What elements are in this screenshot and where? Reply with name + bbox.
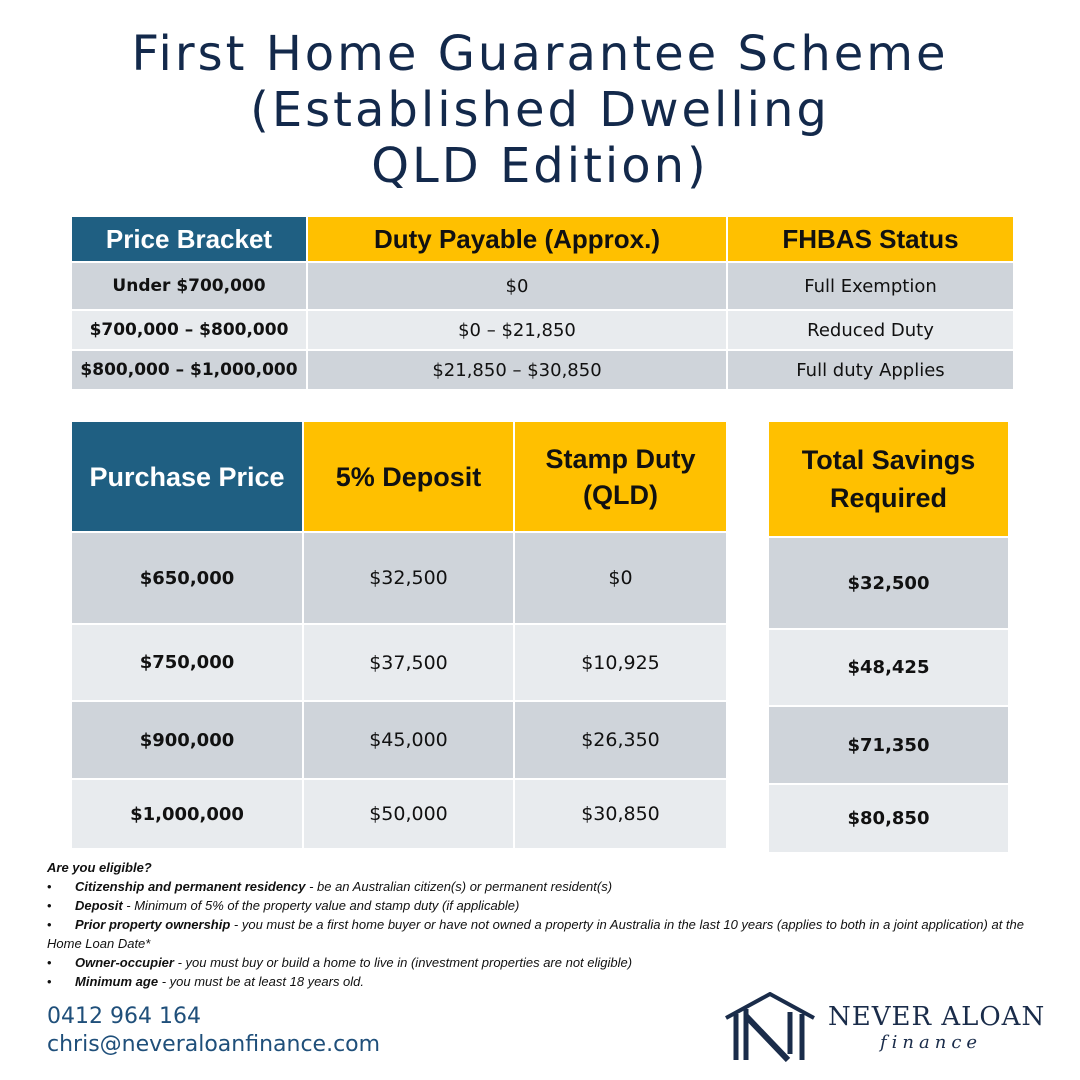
savings-cell: $71,350 — [769, 707, 1008, 785]
deposit-cell: $45,000 — [304, 702, 515, 780]
purchase-price-table — [72, 422, 726, 850]
price-bracket-table — [72, 217, 1013, 391]
header-purchase-price: Purchase Price — [72, 422, 304, 533]
stamp-duty-cell: $0 — [515, 533, 726, 625]
contact-block — [47, 1003, 380, 1059]
bullet-icon: • — [47, 974, 52, 989]
total-savings-table — [769, 422, 1008, 854]
list-item — [47, 915, 1037, 953]
header-price-bracket: Price Bracket — [72, 217, 308, 263]
table-row — [72, 702, 726, 780]
total-savings-label: Total Savings Required — [801, 445, 976, 513]
savings-cell: $80,850 — [769, 785, 1008, 854]
eligibility-heading: Are you eligible? — [47, 860, 152, 875]
stamp-duty-cell: $10,925 — [515, 625, 726, 702]
eligibility-term: Owner-occupier — [75, 955, 174, 970]
bracket-cell: Under $700,000 — [72, 263, 308, 311]
savings-cell: $48,425 — [769, 630, 1008, 707]
table-header-row — [72, 217, 1013, 263]
bracket-cell: $800,000 – $1,000,000 — [72, 351, 308, 391]
header-fhbas-status: FHBAS Status — [728, 217, 1013, 263]
eligibility-text: - you must be at least 18 years old. — [158, 974, 365, 989]
deposit-cell: $32,500 — [304, 533, 515, 625]
eligibility-term: Deposit — [75, 898, 123, 913]
title-line-2: (Established Dwelling — [250, 82, 830, 138]
status-cell: Reduced Duty — [728, 311, 1013, 351]
table-row — [72, 263, 1013, 311]
eligibility-text: - Minimum of 5% of the property value and stamp duty (if applicable) — [122, 898, 520, 913]
bracket-cell: $700,000 – $800,000 — [72, 311, 308, 351]
eligibility-text: - you must buy or build a home to live in (investment properties are not eligible) — [173, 955, 633, 970]
price-cell: $1,000,000 — [72, 780, 304, 850]
savings-cell: $32,500 — [769, 538, 1008, 630]
brand-subtitle: finance — [880, 1032, 983, 1053]
deposit-cell: $37,500 — [304, 625, 515, 702]
status-cell: Full duty Applies — [728, 351, 1013, 391]
status-cell: Full Exemption — [728, 263, 1013, 311]
bullet-icon: • — [47, 917, 52, 932]
page-title — [0, 26, 1080, 194]
stamp-duty-cell: $30,850 — [515, 780, 726, 850]
bullet-icon: • — [47, 955, 52, 970]
deposit-cell: $50,000 — [304, 780, 515, 850]
bullet-icon: • — [47, 879, 52, 894]
list-item — [47, 953, 1037, 972]
eligibility-term: Prior property ownership — [75, 917, 231, 932]
price-cell: $650,000 — [72, 533, 304, 625]
eligibility-text: - you must be a first home buyer or have not owned a property in Australia in the last 10 years (applies to both in a joint application) at the Home Loan Date* — [47, 917, 1024, 951]
header-deposit: 5% Deposit — [304, 422, 515, 533]
table-row — [72, 351, 1013, 391]
eligibility-section — [47, 858, 1037, 991]
eligibility-text: - be an Australian citizen(s) or permanent resident(s) — [305, 879, 613, 894]
price-cell: $900,000 — [72, 702, 304, 780]
table-row — [72, 625, 726, 702]
house-n-logo-icon — [724, 992, 824, 1062]
duty-cell: $21,850 – $30,850 — [308, 351, 728, 391]
list-item — [47, 972, 1037, 991]
bullet-icon: • — [47, 898, 52, 913]
stamp-duty-cell: $26,350 — [515, 702, 726, 780]
phone-number[interactable]: 0412 964 164 — [47, 1004, 201, 1029]
eligibility-term: Minimum age — [75, 974, 159, 989]
title-line-3: QLD Edition) — [371, 138, 709, 194]
list-item — [47, 877, 1037, 896]
brand-name: NEVER ALOAN — [828, 1002, 1046, 1032]
duty-cell: $0 – $21,850 — [308, 311, 728, 351]
price-cell: $750,000 — [72, 625, 304, 702]
table-row — [72, 780, 726, 850]
title-line-1: First Home Guarantee Scheme — [131, 26, 949, 82]
list-item — [47, 896, 1037, 915]
header-duty-payable: Duty Payable (Approx.) — [308, 217, 728, 263]
table-row — [72, 311, 1013, 351]
table-row — [72, 533, 726, 625]
header-total-savings — [769, 422, 1008, 538]
eligibility-term: Citizenship and permanent residency — [75, 879, 306, 894]
email-link[interactable]: chris@neveraloanfinance.com — [47, 1032, 381, 1057]
duty-cell: $0 — [308, 263, 728, 311]
table-header-row — [72, 422, 726, 533]
header-stamp-duty: Stamp Duty (QLD) — [515, 422, 726, 533]
brand-logo — [724, 992, 1044, 1062]
